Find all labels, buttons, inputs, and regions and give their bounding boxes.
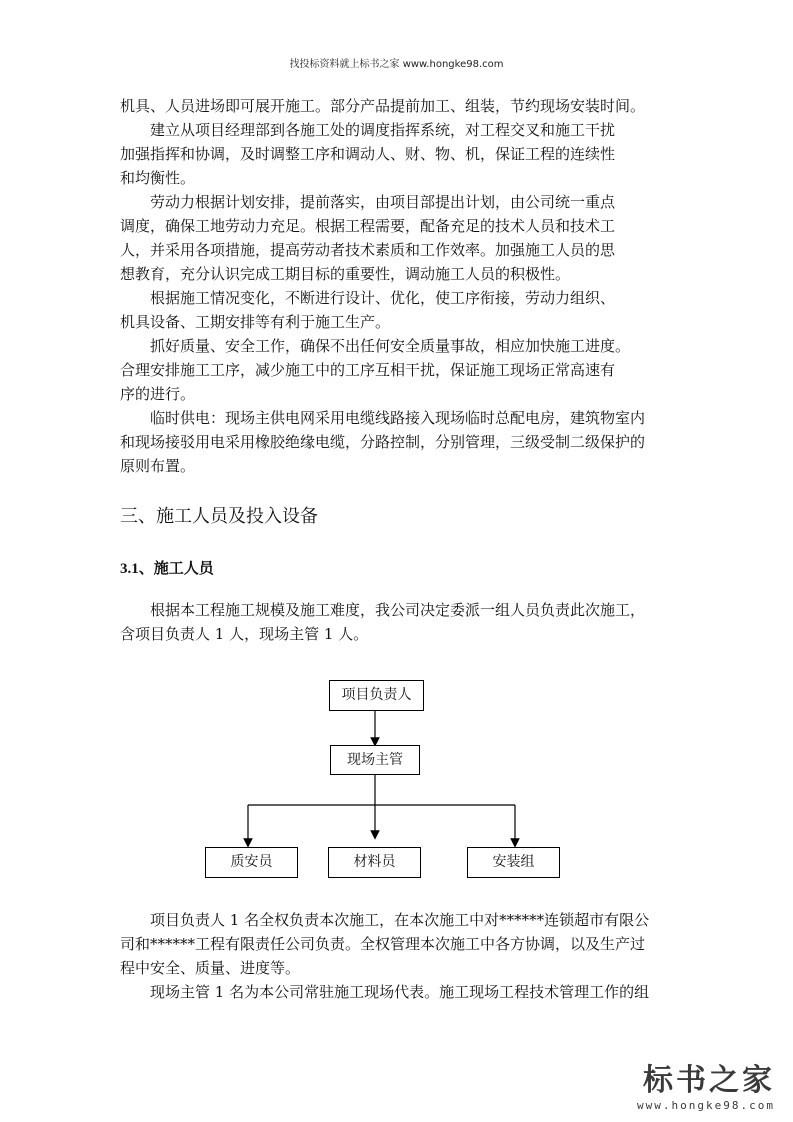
body-line: 抓好质量、安全工作，确保不出任何安全质量事故，相应加快施工进度。 bbox=[150, 337, 631, 355]
body-line: 项目负责人 1 名全权负责本次施工，在本次施工中对******连锁超市有限公 bbox=[150, 911, 650, 929]
body-line: 程中安全、质量、进度等。 bbox=[120, 959, 301, 977]
body-line: 和均衡性。 bbox=[120, 169, 196, 187]
logo-title: 标书之家 bbox=[643, 1063, 775, 1098]
org-box-top: 项目负责人 bbox=[329, 680, 424, 711]
body-line: 现场主管 1 名为本公司常驻施工现场代表。施工现场工程技术管理工作的组 bbox=[150, 983, 650, 1001]
logo-url: www.hongke98.com bbox=[637, 1099, 775, 1112]
body-line: 司和******工程有限责任公司负责。全权管理本次施工中各方协调，以及生产过 bbox=[120, 935, 646, 953]
subsection-heading: 3.1、施工人员 bbox=[120, 561, 214, 577]
section-heading: 三、施工人员及投入设备 bbox=[120, 506, 318, 527]
body-line: 劳动力根据计划安排，提前落实，由项目部提出计划，由公司统一重点 bbox=[150, 193, 616, 211]
org-box-middle: 现场主管 bbox=[330, 745, 420, 775]
body-line: 根据本工程施工规模及施工难度，我公司决定委派一组人员负责此次施工， bbox=[150, 601, 646, 619]
duties-paragraph bbox=[120, 908, 680, 1004]
body-line: 序的进行。 bbox=[120, 385, 196, 403]
body-text bbox=[120, 94, 680, 478]
org-box-bottom-left: 质安员 bbox=[205, 847, 298, 878]
body-line: 根据施工情况变化，不断进行设计、优化，使工序衔接，劳动力组织、 bbox=[150, 289, 616, 307]
body-line: 和现场接驳用电采用橡胶绝缘电缆，分路控制，分别管理，三级受制二级保护的 bbox=[120, 433, 646, 451]
body-line: 临时供电：现场主供电网采用电缆线路接入现场临时总配电房，建筑物室内 bbox=[150, 409, 646, 427]
body-line: 原则布置。 bbox=[120, 457, 196, 475]
body-line: 加强指挥和协调，及时调整工序和调动人、财、物、机，保证工程的连续性 bbox=[120, 145, 616, 163]
body-line: 想教育，充分认识完成工期目标的重要性，调动施工人员的积极性。 bbox=[120, 265, 571, 283]
body-line: 合理安排施工工序，减少施工中的工序互相干扰，保证施工现场正常高速有 bbox=[120, 361, 616, 379]
personnel-paragraph bbox=[120, 598, 680, 646]
body-line: 建立从项目经理部到各施工处的调度指挥系统，对工程交叉和施工干扰 bbox=[150, 121, 616, 139]
body-line: 含项目负责人 1 人，现场主管 1 人。 bbox=[120, 625, 369, 643]
page-header: 找投标资料就上标书之家 www.hongke98.com bbox=[289, 59, 504, 70]
body-line: 机具设备、工期安排等有利于施工生产。 bbox=[120, 313, 391, 331]
body-line: 机具、人员进场即可展开施工。部分产品提前加工、组装，节约现场安装时间。 bbox=[120, 97, 646, 115]
watermark-logo bbox=[637, 1063, 775, 1112]
body-line: 调度，确保工地劳动力充足。根据工程需要，配备充足的技术人员和技术工 bbox=[120, 217, 616, 235]
body-line: 人，并采用各项措施，提高劳动者技术素质和工作效率。加强施工人员的思 bbox=[120, 241, 616, 259]
org-box-bottom-right: 安装组 bbox=[467, 847, 560, 878]
org-box-bottom-center: 材料员 bbox=[328, 847, 421, 878]
